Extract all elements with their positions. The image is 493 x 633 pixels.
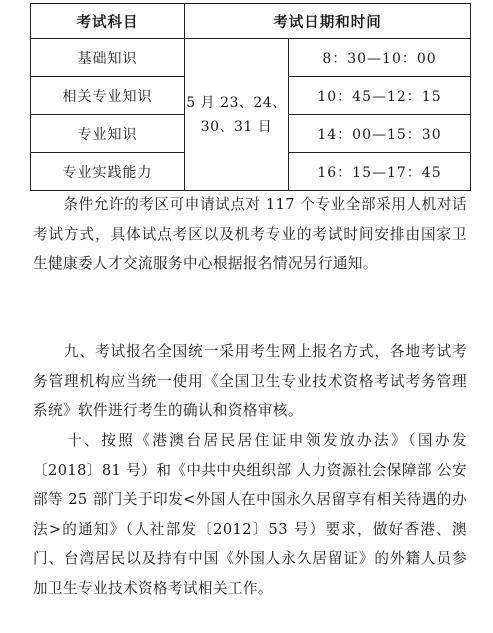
subject-cell: 专业知识	[31, 115, 185, 153]
time-cell: 10：45—12：15	[289, 77, 471, 115]
table-row	[31, 39, 471, 77]
paragraph-hk-macao-taiwan-foreigners: 十、按照《港澳台居民居住证申领发放办法》（国办发〔2018〕81 号）和《中共中央组织部 人力资源社会保障部 公安部等 25 部门关于印发<外国人在中国永久居留享有相关待遇的办法>的通知》（人社部发〔2012〕53 号）要求，做好香港、澳门、台湾居民以及持有中国《外国人永久居留证》的外籍人员参加卫生专业技术资格考试相关工作。	[33, 432, 467, 597]
exam-schedule-table	[30, 3, 471, 191]
header-datetime: 考试日期和时间	[185, 4, 471, 39]
paragraph-online-registration: 九、考试报名全国统一采用考生网上报名方式，各地考试考务管理机构应当统一使用《全国卫生专业技术资格考试考务管理系统》软件进行考生的确认和资格审核。	[33, 343, 467, 419]
table-header-row	[31, 4, 471, 39]
paragraph-pilot-computer-exam: 条件允许的考区可申请试点对 117 个专业全部采用人机对话考试方式，具体试点考区以及机考专业的考试时间安排由国家卫生健康委人才交流服务中心根据报名情况另行通知。	[33, 196, 467, 272]
subject-cell: 专业实践能力	[31, 153, 185, 191]
header-subject: 考试科目	[31, 4, 185, 39]
time-cell: 14：00—15：30	[289, 115, 471, 153]
subject-cell: 相关专业知识	[31, 77, 185, 115]
subject-cell: 基础知识	[31, 39, 185, 77]
exam-dates-cell: 5 月 23、24、30、31 日	[185, 39, 289, 191]
time-cell: 8：30—10：00	[289, 39, 471, 77]
time-cell: 16：15—17：45	[289, 153, 471, 191]
